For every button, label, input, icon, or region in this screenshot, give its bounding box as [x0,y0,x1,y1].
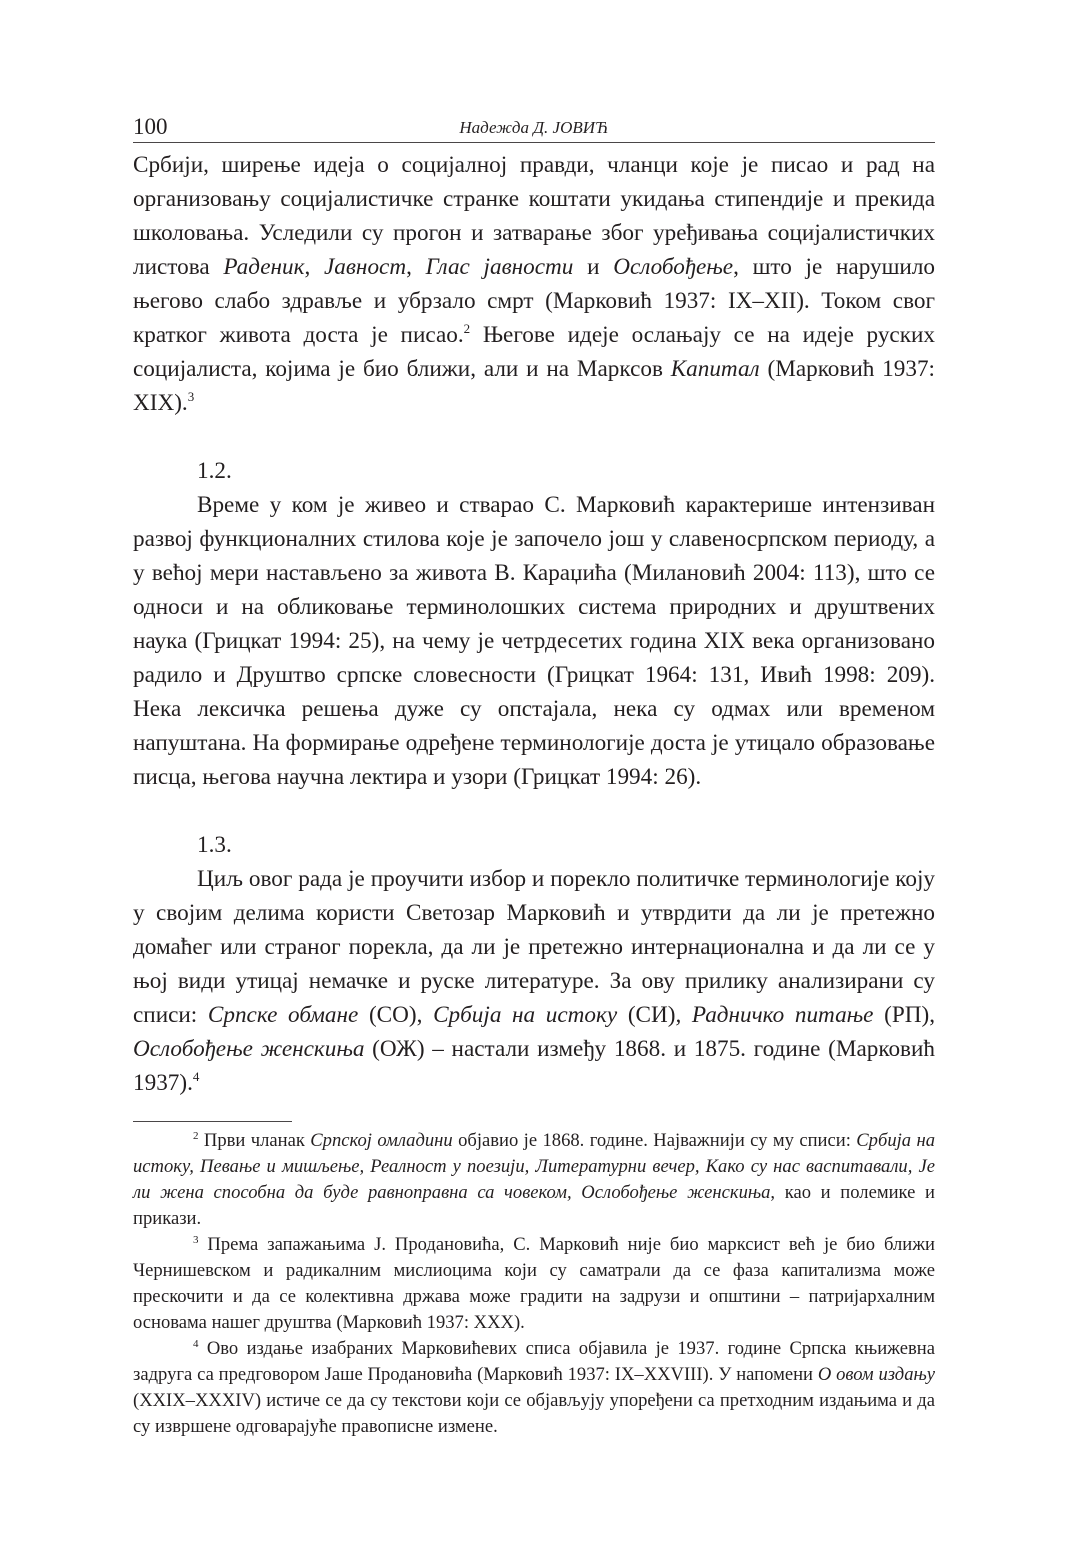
text-run: (СО), [358,1002,434,1028]
italic-title: Ослобођење [613,254,734,280]
text-run: , [304,254,324,280]
footnote-ref[interactable]: 2 [463,321,471,336]
footnote-ref[interactable]: 3 [187,389,195,404]
text-run: (ОЖ) – настали између 1868. и 1875. године (Марковић 1937). [133,1036,935,1096]
footnote-2 [133,1128,935,1232]
running-title: Надежда Д. ЈОВИЋ [459,118,609,137]
italic-title: Српске обмане [207,1002,359,1028]
italic-title: Јавност [323,254,407,280]
page-number: 100 [133,114,168,139]
italic-title: , Радничко питање [675,1002,874,1028]
italic-title: Србија на истоку, Певање и мишљење, Реалност у поезији, Литературни вечер, Како су нас васпитавали, Је ли жена способна да буде равноправна са човеком, Ослобођење женскиња [133,1130,935,1203]
italic-title: Ослобођење женскиња [133,1036,365,1062]
text-run: Први чланак [198,1130,311,1151]
text-run: и [573,254,614,280]
footnote-number: 4 [193,1338,199,1350]
text-run: Ово издање изабраних Марковићевих списа објавила је 1937. године Српска књижевна задруга са предговором Јаше Продановића (Марковић 1937: IX–XXVIII). У напомени [133,1338,935,1385]
running-head [133,112,935,143]
text-run: Време у ком је живео и стварао С. Марковић карактерише интензиван развој функционалних стилова које је започело још у славеносрпском периоду, а у већој мери настављено за живота В. Караџића (Милановић 2004: 113), што се односи и на обликовање терминолошких система природних и друштвених наука (Грицкат 1994: 25), на чему је четрдесетих година XIX века организовано радило и Друштво српске словесности (Грицкат 1964: 131, Ивић 1998: 209). Нека лексичка решења дуже су опстајала, нека су одмах или временом напуштана. На формирање одређене терминологије доста је утицало образовање писца, његова научна лектира и узори (Грицкат 1994: 26). [133,492,935,790]
body-text [133,148,935,1100]
text-run: , што је нарушило његово слабо здравље и убрзало смрт (Марковић 1937: IX–XII). Током свог кратког живота доста је писао. [133,254,936,348]
paragraph-section-1-2 [133,488,935,794]
text-run: (Марковић 1937: XIX). [133,356,935,416]
page [133,112,935,1100]
footnote-separator [133,1121,292,1122]
paragraph-section-1-3 [133,862,935,1100]
text-run: Циљ овог рада је проучити избор и порекло политичке терминологије коју у својим делима користи Светозар Марковић и утврдити да ли је претежно домаћег или страног порекла, да ли је претежно интернационална и да ли се у њој види утицај немачке и руске литературе. За ову прилику анализирани су списи: [133,866,935,1028]
section-number-1-2: 1.2. [197,458,232,484]
footnote-number: 3 [193,1234,199,1246]
italic-title: Капитал [670,356,760,382]
text-run: Србији, ширење идеја о социјалној правди, чланци које је писао и рад на организовању социјалистичке странке коштати укидања стипендије и прекида школовања. Уследили су прогон и затварање због уређивања социјалистичких листова [133,152,935,280]
text-run: (СИ) [617,1002,676,1028]
text-run: (XXIX–XXXIV) истиче се да су текстови који се објављују упоређени са претходним издањима и да су извршене одговарајуће правописне измене. [133,1390,935,1437]
italic-title: Раденик [223,254,305,280]
text-run: (РП), [873,1002,936,1028]
text-run: Његове идеје ослањају се на идеје руских социјалиста, којима је био ближи, али и на Марксов [133,322,935,382]
italic-title: Србија на истоку [433,1002,618,1028]
text-run: Према запажањима Ј. Продановића, С. Марковић није био марксист већ је био ближи Чернишевском и радикалним мислиоцима који су саматрали да се фаза капитализма може прескочити и да се колективна држава може градити на задрузи и општини – патријархалним основама нашег друштва (Марковић 1937: XXX). [133,1234,935,1333]
text-run: објавио је 1868. године. Најважнији су му списи: [452,1130,857,1151]
footnote-number: 2 [193,1130,199,1142]
section-number-1-3: 1.3. [197,832,232,858]
italic-title: Глас јавности [425,254,574,280]
text-run: , [406,254,426,280]
footnote-3 [133,1232,935,1336]
italic-title: О овом издању [817,1364,935,1385]
text-run: , као и полемике и прикази. [133,1182,935,1229]
footnote-4 [133,1336,935,1440]
footnote-ref[interactable]: 4 [192,1069,200,1084]
paragraph-continued [133,148,935,420]
footnotes [133,1128,935,1440]
italic-title: Српској омладини [310,1130,453,1151]
